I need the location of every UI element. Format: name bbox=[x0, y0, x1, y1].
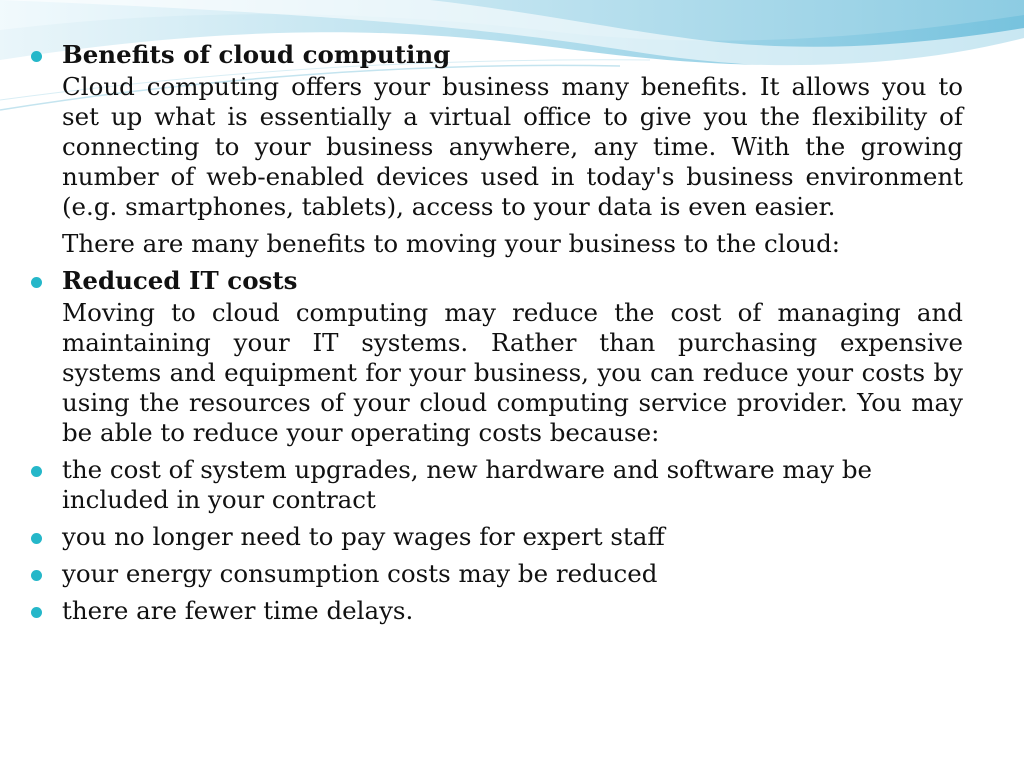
heading-benefits bbox=[31, 40, 963, 70]
bullet-icon bbox=[31, 51, 42, 62]
list-item-text: the cost of system upgrades, new hardware and software may be included in your contract bbox=[62, 455, 873, 514]
list-item bbox=[31, 596, 963, 626]
bullet-icon bbox=[31, 533, 42, 544]
paragraph-many-benefits: There are many benefits to moving your business to the cloud: bbox=[62, 229, 841, 258]
bullet-icon bbox=[31, 607, 42, 618]
paragraph-intro: Cloud computing offers your business many benefits. It allows you to set up what is essentially a virtual office to give you the flexibility of connecting to your business anywhere, any time. With the growing number of web-enabled devices used in today's business environment (e.g. smartphones, tablets), access to your data is even easier. bbox=[62, 72, 963, 221]
paragraph-reduce-costs: Moving to cloud computing may reduce the cost of managing and maintaining your IT systems. Rather than purchasing expensive systems and equipment for your business, you can reduce your costs by using the resources of your cloud computing service provider. You may be able to reduce your operating costs because: bbox=[62, 298, 963, 447]
heading-reduced-it-costs-text: Reduced IT costs bbox=[62, 266, 298, 295]
bullet-icon bbox=[31, 466, 42, 477]
list-item-text: your energy consumption costs may be reduced bbox=[62, 559, 658, 588]
slide-content bbox=[62, 40, 963, 626]
list-item bbox=[31, 455, 963, 515]
bullet-icon bbox=[31, 570, 42, 581]
heading-benefits-text: Benefits of cloud computing bbox=[62, 40, 451, 69]
list-item-text: you no longer need to pay wages for expert staff bbox=[62, 522, 665, 551]
bullet-icon bbox=[31, 277, 42, 288]
list-item bbox=[31, 522, 963, 552]
list-item bbox=[31, 559, 963, 589]
list-item-text: there are fewer time delays. bbox=[62, 596, 414, 625]
heading-reduced-it-costs bbox=[31, 266, 963, 296]
